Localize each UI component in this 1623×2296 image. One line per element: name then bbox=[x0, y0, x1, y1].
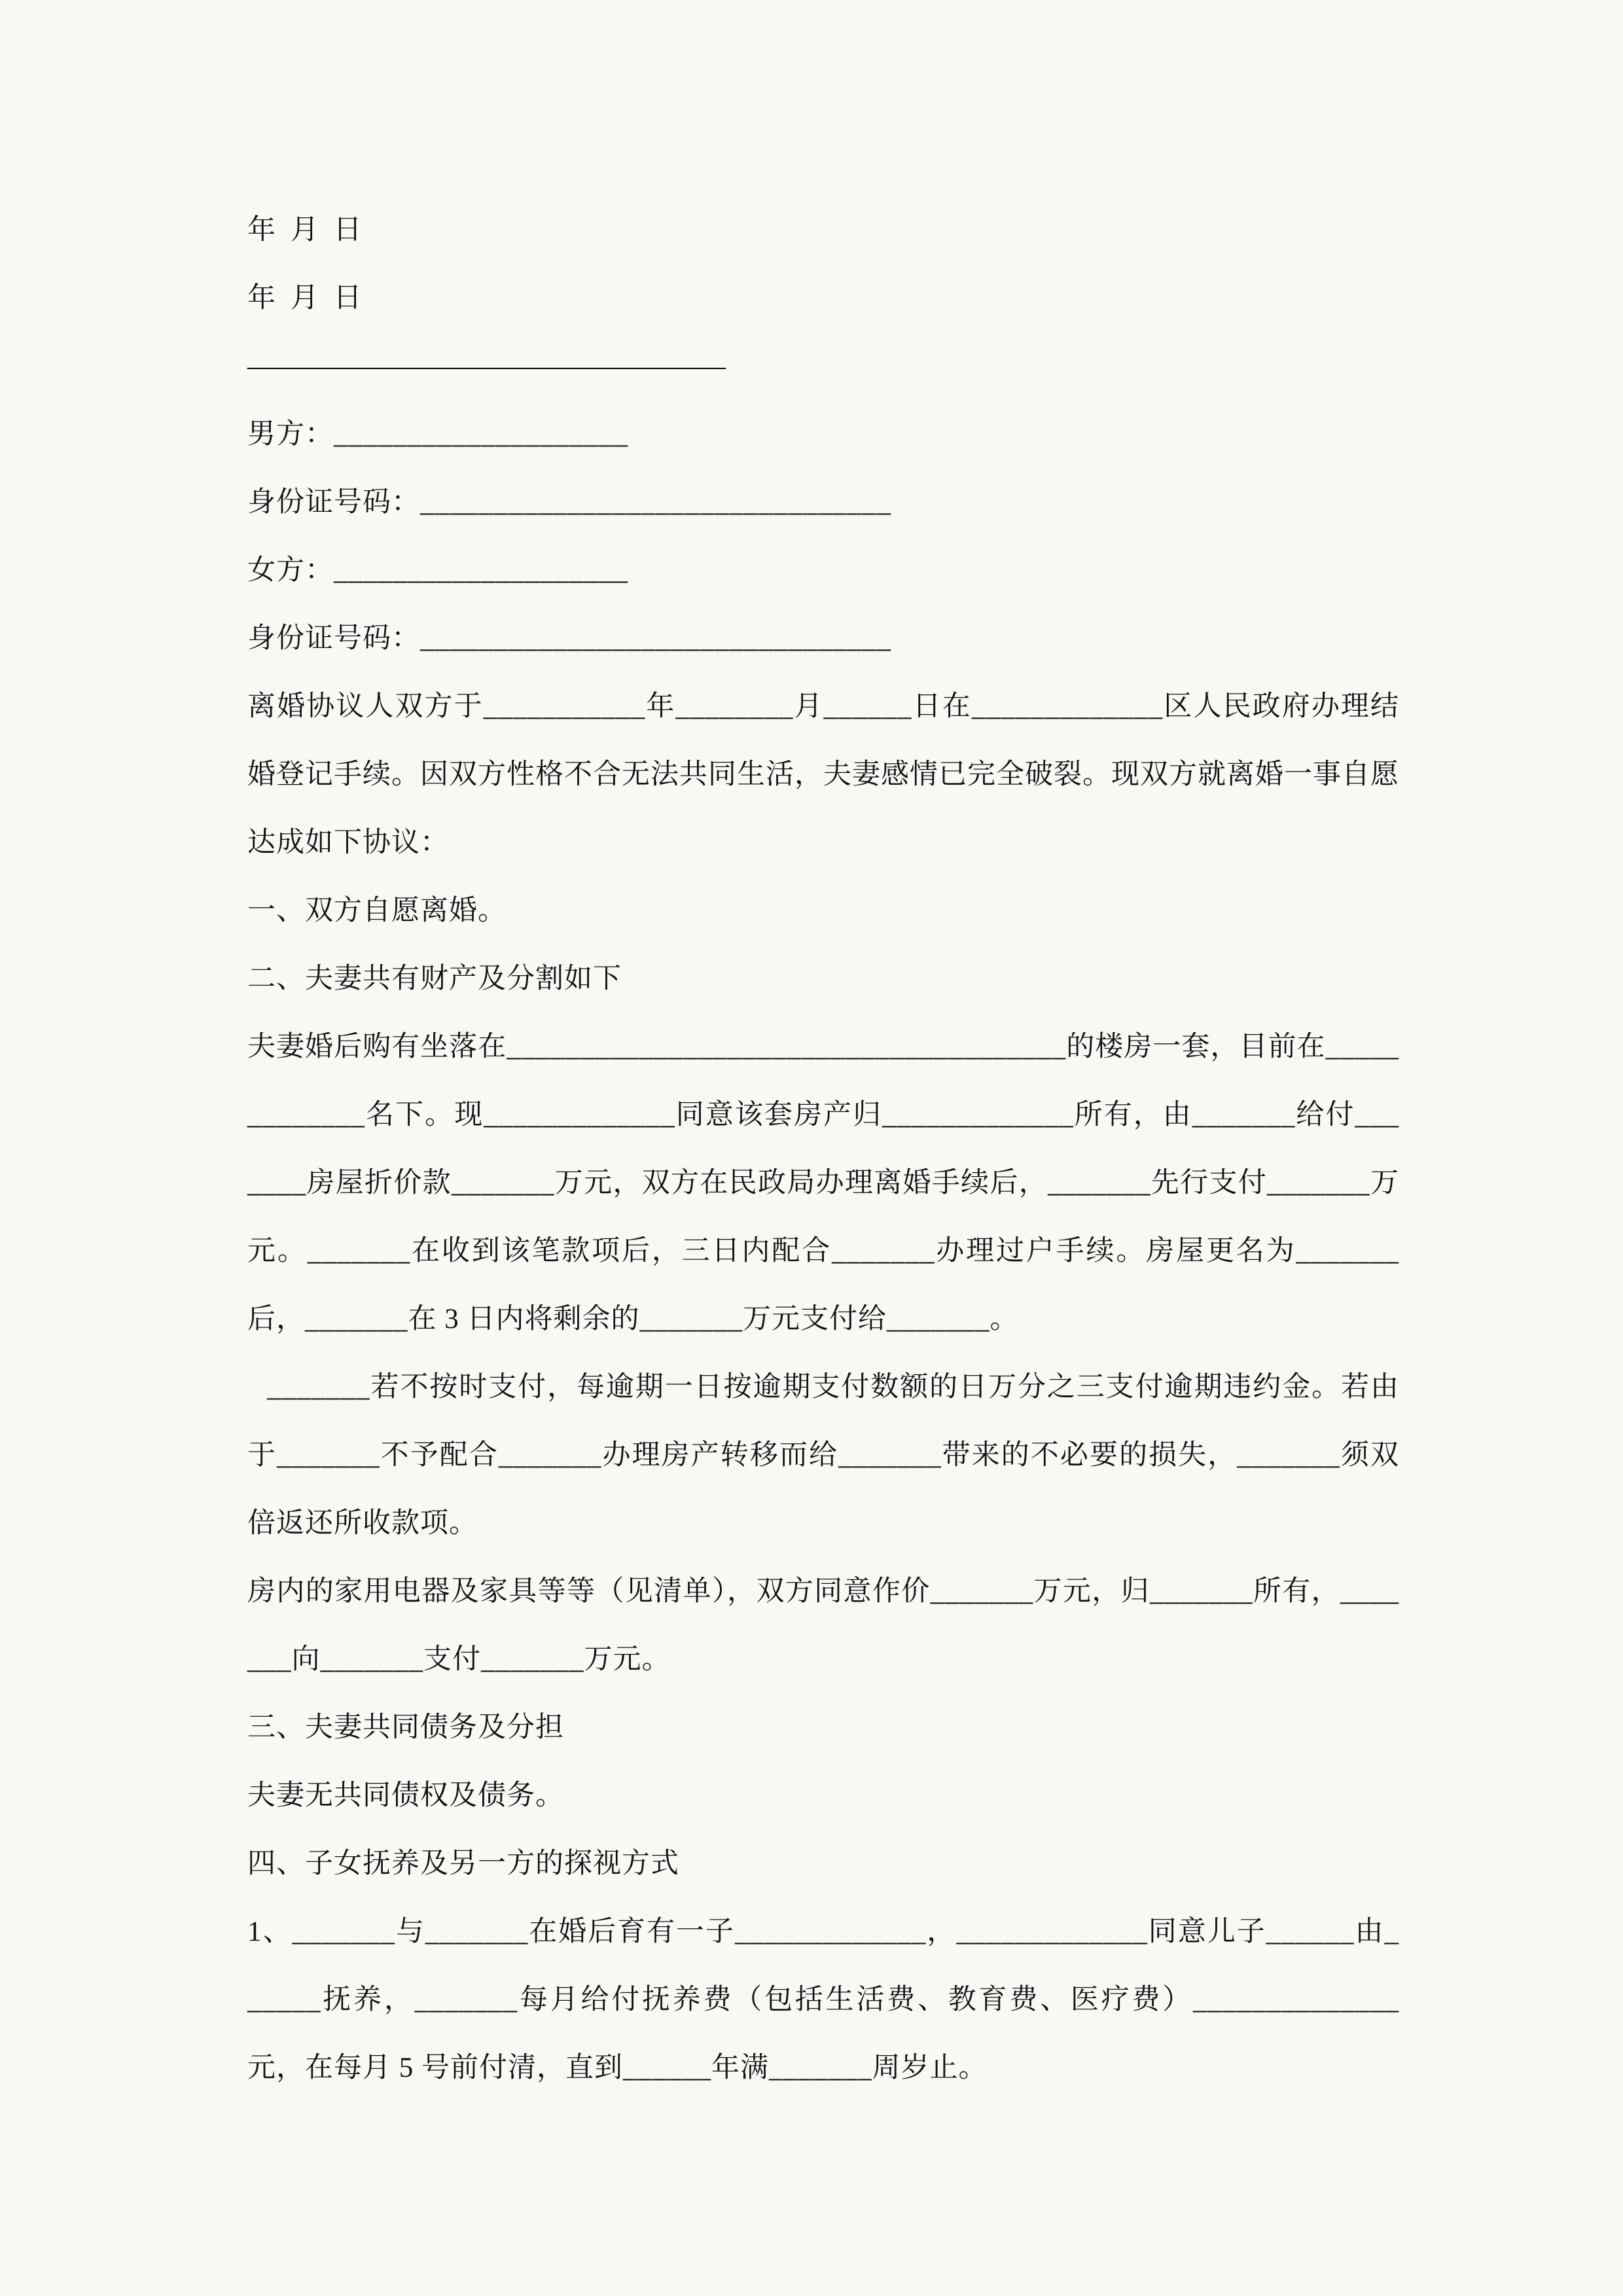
wife-id-line: 身份证号码：________________________________ bbox=[247, 623, 891, 654]
clause-2-heading: 二、夫妻共有财产及分割如下 bbox=[247, 963, 622, 994]
husband-id-line: 身份证号码：________________________________ bbox=[247, 487, 891, 518]
child-custody-paragraph: 1、_______与_______在婚后育有一子_____________，_____________同意儿子______由______抚养，_______每月给付抚养费（包括生活费、教育费、医疗费）______________元，在每月 5 号前付清，直到______年满_______周岁止。 bbox=[247, 1916, 1399, 2083]
preamble-paragraph: 离婚协议人双方于___________年________月______日在_____________区人民政府办理结婚登记手续。因双方性格不合无法共同生活，夫妻感情已完全破裂。现双方就离婚一事自愿达成如下协议： bbox=[247, 691, 1399, 858]
wife-name-line: 女方：____________________ bbox=[247, 555, 628, 586]
dash-divider: ————————————————— bbox=[247, 351, 726, 382]
date-line: 年 月 日 bbox=[247, 215, 366, 245]
clause-4-heading: 四、子女抚养及另一方的探视方式 bbox=[247, 1848, 679, 1879]
debts-paragraph: 夫妻无共同债权及债务。 bbox=[247, 1780, 564, 1811]
clause-3-heading: 三、夫妻共同债务及分担 bbox=[247, 1712, 564, 1743]
husband-name-line: 男方：____________________ bbox=[247, 419, 628, 450]
document-body bbox=[247, 196, 1399, 2102]
late-payment-paragraph: _______若不按时支付，每逾期一日按逾期支付数额的日万分之三支付逾期违约金。若由于_______不予配合_______办理房产转移而给_______带来的不必要的损失，_______须双倍返还所收款项。 bbox=[247, 1372, 1399, 1539]
property-division-paragraph: 夫妻婚后购有坐落在______________________________________的楼房一套，目前在_____________名下。现_____________同意该套房产归_____________所有，由_______给付_______房屋折价款_______万元，双方在民政局办理离婚手续后，_______先行支付_______万元。_______在收到该笔款项后，三日内配合_______办理过户手续。房屋更名为_______后，_______在 3 日内将剩余的_______万元支付给_______。 bbox=[247, 1031, 1399, 1335]
appliances-paragraph: 房内的家用电器及家具等等（见清单），双方同意作价_______万元，归_______所有，_______向_______支付_______万元。 bbox=[247, 1576, 1399, 1675]
clause-1-heading: 一、双方自愿离婚。 bbox=[247, 895, 507, 926]
date-line: 年 月 日 bbox=[247, 283, 366, 314]
